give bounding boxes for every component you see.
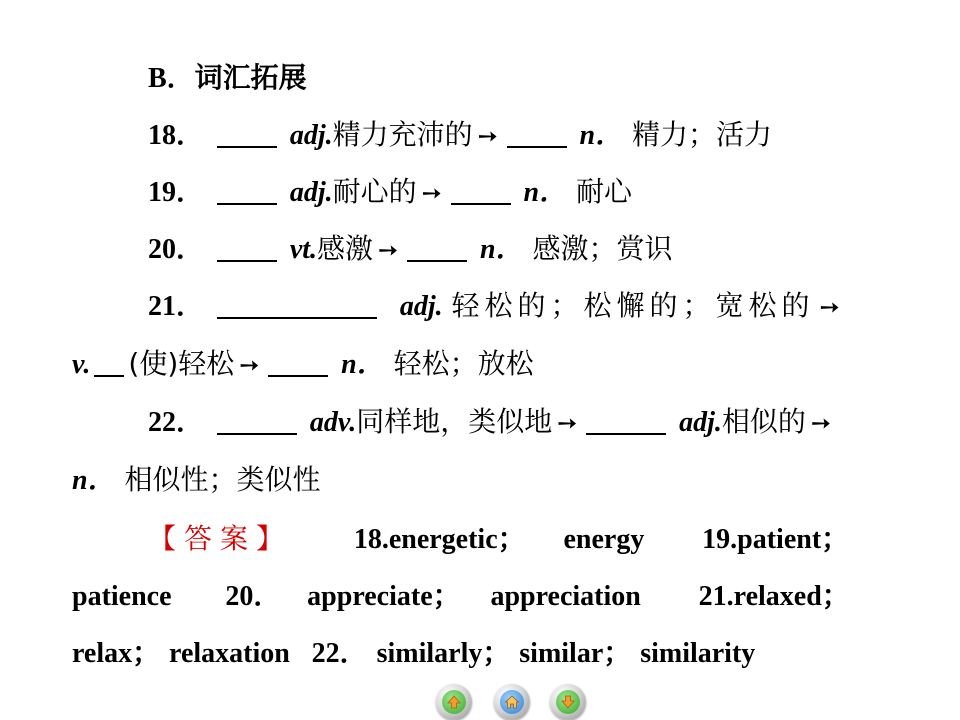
item-21-continued: [0, 342, 960, 386]
answer-label: 【答案】: [148, 522, 293, 555]
section-label: B．词汇拓展: [148, 63, 307, 94]
next-button[interactable]: [550, 684, 586, 720]
answer-line-3: [0, 631, 960, 675]
answer-item: relaxation: [169, 638, 290, 669]
next-arrow-icon: [556, 690, 580, 714]
blank: [586, 407, 666, 435]
arrow-icon: ➙: [557, 409, 578, 437]
arrow-icon: ➙: [819, 293, 840, 321]
section-heading: [0, 56, 960, 100]
blank: [507, 120, 567, 148]
blank: [217, 291, 377, 319]
blank: [407, 234, 467, 262]
gloss: 耐心的: [332, 175, 417, 208]
gloss: 精力；活力: [632, 118, 773, 151]
answer-item: appreciate；: [307, 581, 461, 612]
item-22: [0, 400, 960, 444]
arrow-icon: ➙: [378, 236, 399, 264]
pos-tag: n．: [523, 177, 568, 208]
blank: [217, 177, 277, 205]
answer-item: relax；: [72, 638, 161, 669]
answer-line-2: [0, 574, 960, 618]
pos-tag: n．: [72, 465, 116, 496]
pos-tag: n．: [341, 349, 385, 380]
arrow-icon: ➙: [239, 351, 260, 379]
item-18: [0, 113, 960, 157]
answer-item: 21.relaxed；: [698, 581, 850, 612]
item-number: 22．: [148, 407, 205, 438]
answer-line-1: [0, 517, 960, 561]
item-20: [0, 227, 960, 271]
item-number: 19．: [148, 177, 205, 208]
gloss: 轻松；放松: [393, 347, 534, 380]
blank: [451, 177, 511, 205]
answer-item: energy: [563, 524, 645, 555]
home-icon: [500, 690, 524, 714]
answer-item: similar；: [519, 638, 632, 669]
gloss: 感激；赏识: [532, 232, 673, 265]
prev-button[interactable]: [436, 684, 472, 720]
pos-tag: adv.: [309, 407, 357, 438]
gloss: 同样地，类似地: [356, 405, 553, 438]
answer-item: 22．: [311, 638, 368, 669]
answer-item: appreciation: [490, 581, 641, 612]
pos-tag: adj.: [679, 407, 722, 438]
answer-item: similarly；: [376, 638, 511, 669]
blank: [217, 120, 277, 148]
arrow-icon: ➙: [810, 409, 831, 437]
item-19: [0, 170, 960, 214]
gloss: (使)轻松: [128, 347, 235, 380]
pos-tag: adj.: [399, 291, 443, 322]
pos-tag: adj.: [289, 177, 333, 208]
arrow-icon: ➙: [421, 179, 442, 207]
pos-tag: n．: [579, 120, 624, 151]
item-number: 21．: [148, 291, 205, 322]
answer-item: 20．: [225, 581, 282, 612]
blank: [217, 407, 297, 435]
arrow-icon: ➙: [477, 122, 498, 150]
answer-item: patience: [72, 581, 172, 612]
item-22-continued: [0, 458, 960, 502]
item-21: [0, 284, 960, 328]
pos-tag: v.: [72, 349, 91, 380]
home-button[interactable]: [494, 684, 530, 720]
gloss: 轻松的；松懈的；宽松的: [451, 289, 815, 322]
answer-item: 18.energetic；: [353, 524, 526, 555]
blank: [94, 349, 124, 377]
blank: [217, 234, 277, 262]
pos-tag: vt.: [289, 234, 318, 265]
item-number: 20．: [148, 234, 205, 265]
pos-tag: n．: [479, 234, 524, 265]
gloss: 精力充沛的: [332, 118, 473, 151]
gloss: 相似性；类似性: [124, 463, 321, 496]
pos-tag: adj.: [289, 120, 333, 151]
blank: [268, 349, 328, 377]
gloss: 耐心: [576, 175, 633, 208]
gloss: 感激: [317, 232, 374, 265]
item-number: 18．: [148, 120, 205, 151]
answer-item: similarity: [640, 638, 756, 669]
gloss: 相似的: [721, 405, 806, 438]
prev-arrow-icon: [442, 690, 466, 714]
answer-item: 19.patient；: [702, 524, 850, 555]
